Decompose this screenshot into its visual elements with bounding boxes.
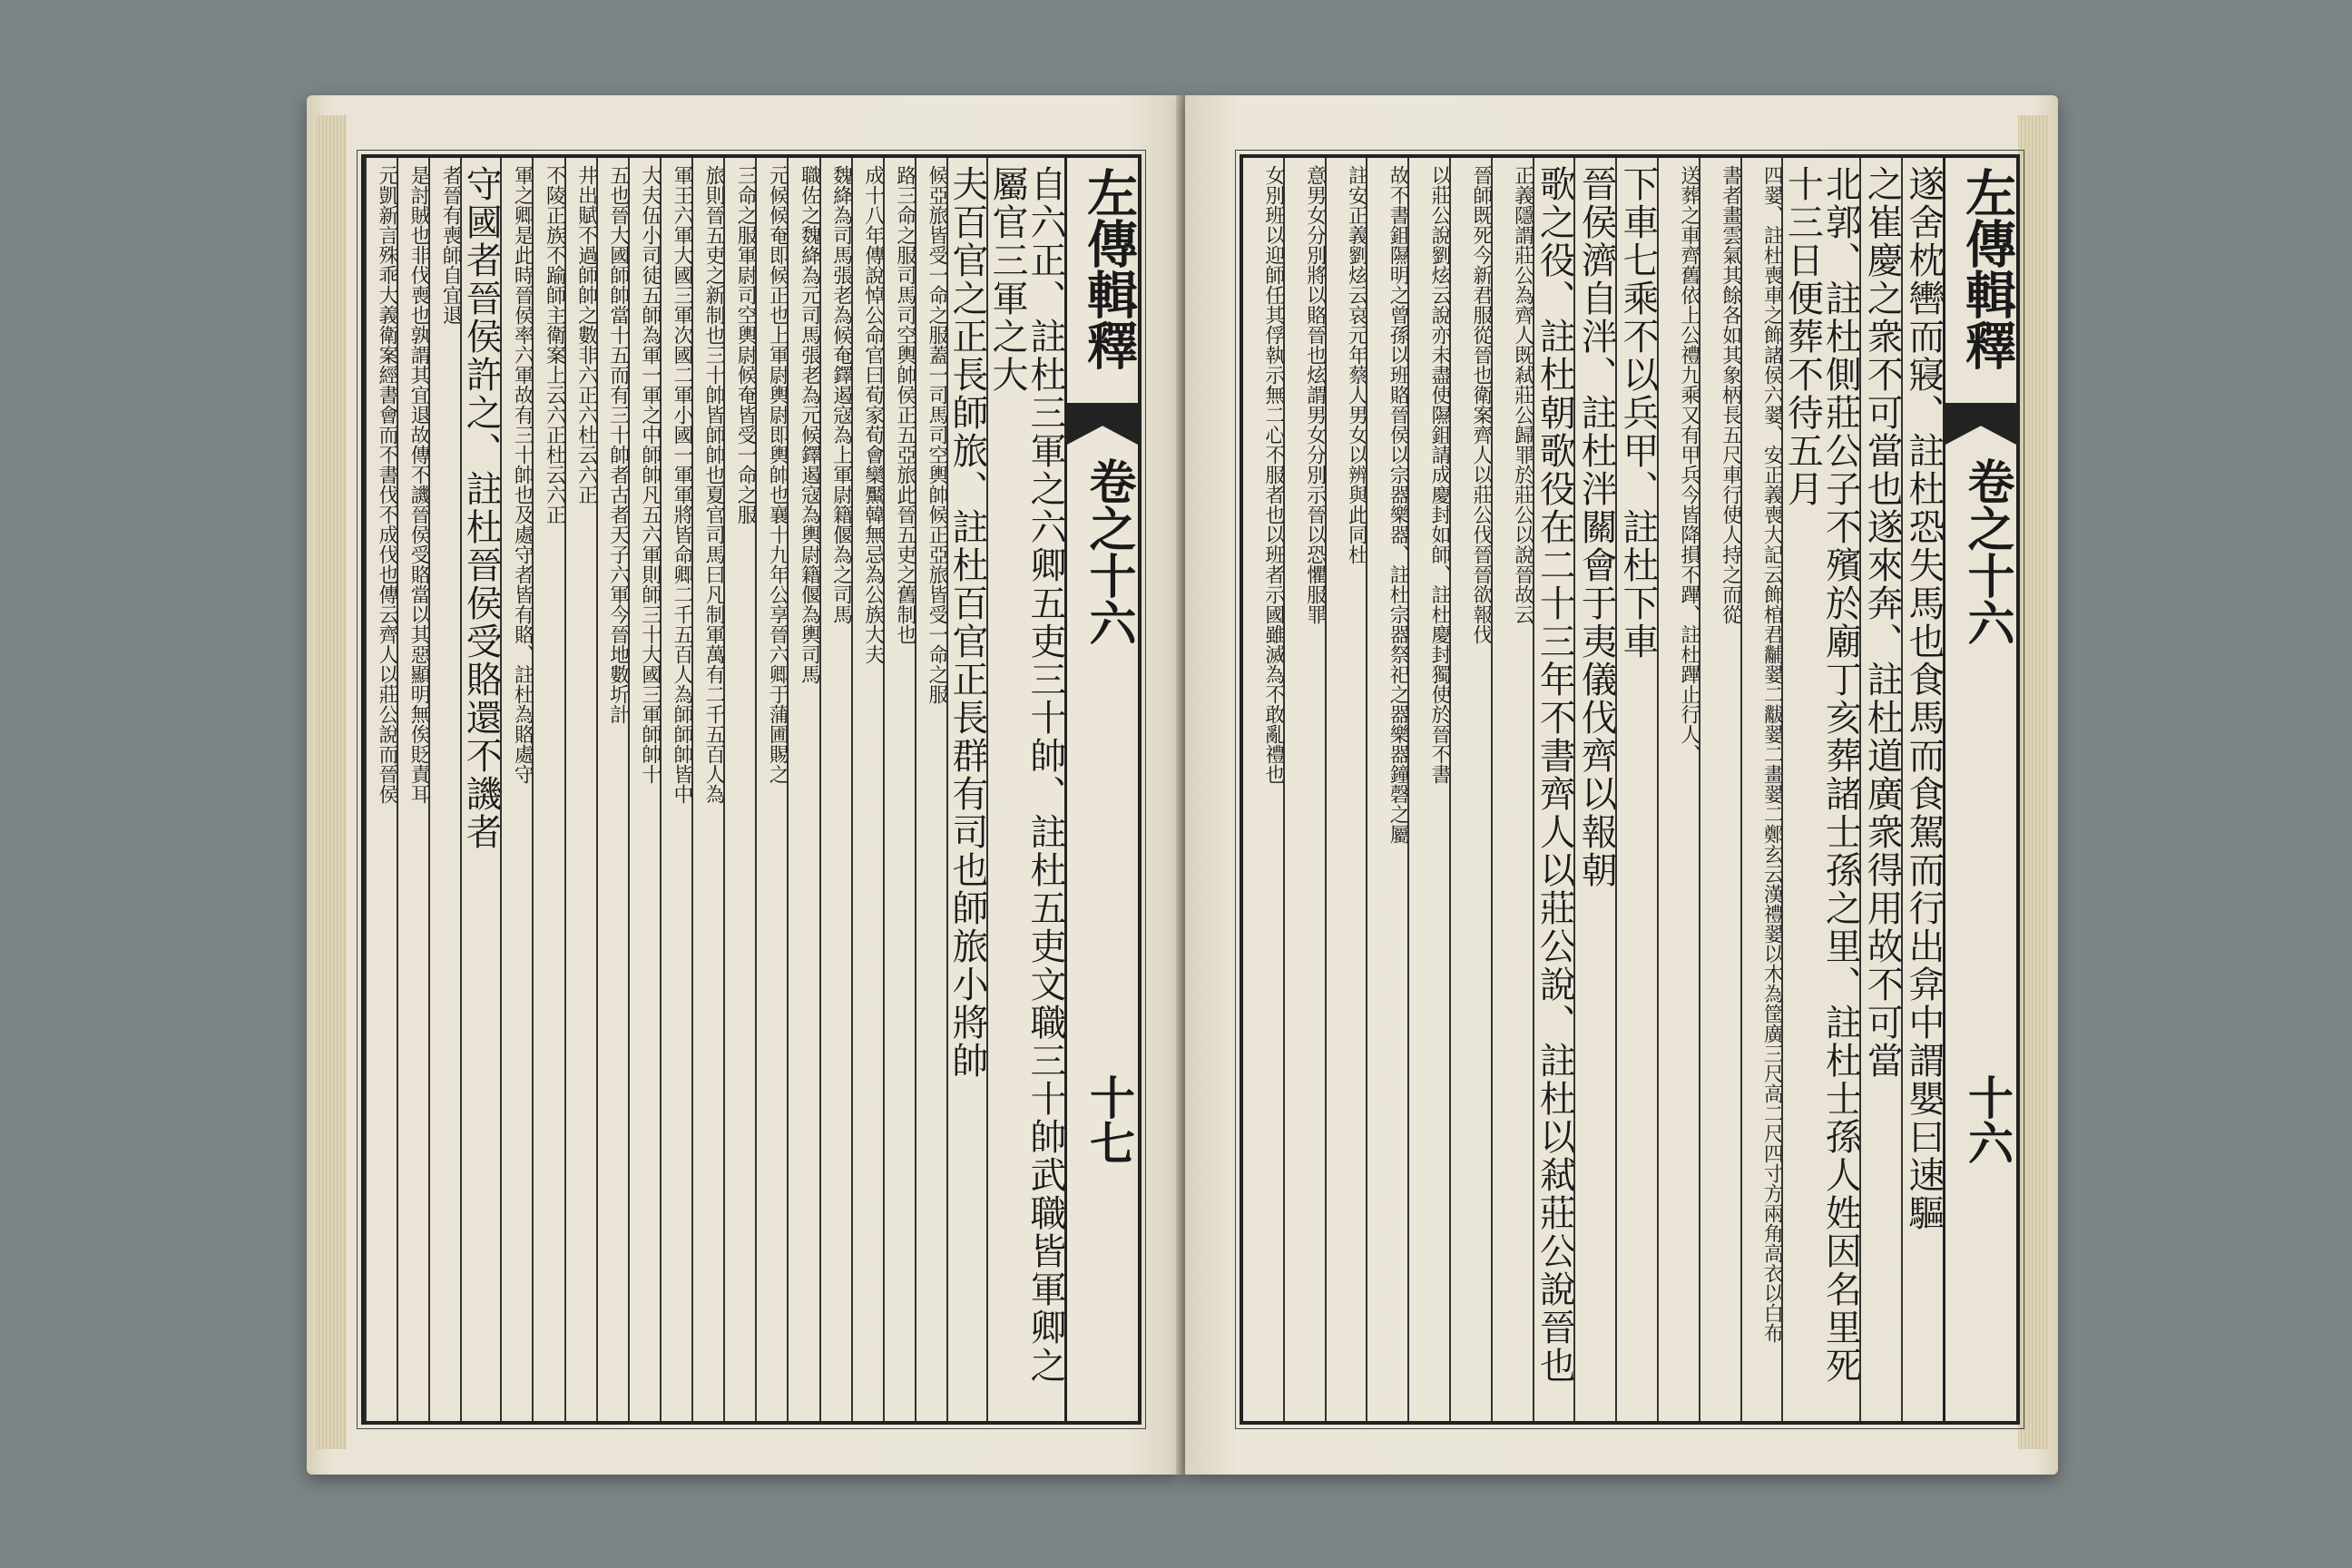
fishtail-mark <box>1067 403 1138 445</box>
text-column: 軍王六軍大國三軍次國二軍小國一軍軍將皆命卿二千五百人為師師帥皆中 <box>660 158 691 1421</box>
text-column: 不陵正族不踰師主衛案上云六正杜云六正 <box>532 158 564 1421</box>
text-column: 自六正、註杜三軍之六卿五吏三十帥、註杜五吏文職三十帥武職皆軍卿之屬官三軍之大 <box>986 158 1064 1421</box>
text-column: 魏絳為司馬張老為候奄鐸遏寇為上軍尉籍偃為之司馬 <box>819 158 851 1421</box>
text-column: 意男女分別將以賂晉也炫謂男女分別示晉以恐懼服罪 <box>1283 158 1325 1421</box>
text-column: 正義隱謂莊公為齊人既弒莊公歸罪於莊公以說晉故云 <box>1491 158 1533 1421</box>
text-column: 之崔慶之衆不可當也遂來奔、註杜道廣衆得用故不可當 <box>1859 158 1901 1421</box>
text-column: 遂舍枕轡而寢、註杜恐失馬也食馬而食駕而行出弇中謂嬰曰速驅 <box>1901 158 1943 1421</box>
text-column: 歌之役、註杜朝歌役在二十三年不書齊人以莊公說、註杜以弒莊公說晉也 <box>1533 158 1574 1421</box>
fishtail-mark <box>1945 403 2016 445</box>
text-columns-right <box>1243 158 2016 1421</box>
text-column: 以莊公說劉炫云說亦未盡使隰鉏請成慶封如師、註杜慶封獨使於晉不書 <box>1407 158 1449 1421</box>
text-column: 路三命之服司馬司空輿帥侯正五亞旅此晉五吏之舊制也 <box>883 158 915 1421</box>
folio-number: 十七 <box>1083 1074 1136 1165</box>
text-column: 職佐之魏絳為元司馬張老為元候鐸遏寇為輿尉籍偃為輿司馬 <box>787 158 818 1421</box>
page-banner <box>1064 158 1138 1421</box>
text-column: 故不書鉏隰明之曾孫以班賂晉侯以宗器樂器、註杜宗器祭祀之器樂器鐘磬之屬 <box>1366 158 1407 1421</box>
text-column: 書者畫雲氣其餘各如其象柄長五尺車行使人持之而從 <box>1699 158 1740 1421</box>
text-frame-left <box>361 154 1142 1425</box>
text-columns-left <box>365 158 1138 1421</box>
text-column: 四翣、註杜喪車之飾諸侯六翣、安正義喪大記云飾棺君黼翣二黻翣二畫翣二鄭玄云漢禮翣以木為筐廣三尺高二尺四寸方兩角高衣以白布 <box>1740 158 1782 1421</box>
book-title: 左傳輯釋 <box>1079 167 1139 370</box>
text-column: 北郭、註杜側莊公子不殯於廟丁亥葬諸士孫之里、註杜士孫人姓因名里死十三日便葬不待五月 <box>1781 158 1859 1421</box>
text-column: 大夫伍小司徒五師為軍一軍之中師帥凡五六軍則師三十大國三軍師帥十 <box>628 158 660 1421</box>
folio-number: 十六 <box>1961 1074 2014 1165</box>
text-column: 晉師既死今新君服從晉也衛案齊人以莊公伐晉晉欲報伐 <box>1449 158 1491 1421</box>
text-column: 旅則晉五吏之新制也三十帥皆師帥也夏官司馬曰凡制軍萬有二千五百人為 <box>691 158 723 1421</box>
text-column: 下車七乘不以兵甲、註杜下車 <box>1615 158 1657 1421</box>
text-column: 成十八年傳說悼公命官曰荀家荀會欒黶韓無忌為公族大夫 <box>851 158 883 1421</box>
text-column: 候亞旅皆受一命之服蓋一司馬司空輿帥候正亞旅皆受一命之服 <box>915 158 946 1421</box>
text-column: 註安正義劉炫云哀元年蔡人男女以辨與此同杜 <box>1325 158 1367 1421</box>
right-page <box>1185 95 2058 1475</box>
text-column: 五也晉大國師帥當十五而有三十帥者古者天子六軍今晉地數圻計 <box>596 158 628 1421</box>
text-column: 女別班以迎師任其俘執示無二心不服者也以班者示國雖滅為不敢亂禮也 <box>1261 165 1285 784</box>
text-column: 是討賊也非伐喪也孰謂其宜退故傳不譏晉侯受賂當以其惡顯明無俟貶責耳 <box>397 158 428 1421</box>
page-banner <box>1943 158 2016 1421</box>
left-page <box>307 95 1180 1475</box>
open-book <box>307 95 2063 1479</box>
text-column: 元凱新言殊乖大義衛案經書會而不書伐不成伐也傳云齊人以莊公說而晉侯 <box>365 158 397 1421</box>
text-column: 晉侯濟自泮、註杜泮關會于夷儀伐齊以報朝 <box>1573 158 1615 1421</box>
page-edges <box>316 115 347 1449</box>
text-column: 夫百官之正長師旅、註杜百官正長群有司也師旅小將帥 <box>946 158 986 1421</box>
text-column: 守國者晉侯許之、註杜晉侯受賂還不譏者 <box>460 158 500 1421</box>
text-column: 三命之服軍尉司空輿尉候奄皆受一命之服 <box>723 158 755 1421</box>
text-frame-right <box>1240 154 2020 1425</box>
text-column: 送葬之車齊舊依上公禮九乘又有甲兵今皆降損不蹕、註杜蹕止行人、 <box>1657 158 1699 1421</box>
text-column: 井出賦不過師帥之數非六正六杜云六正 <box>564 158 596 1421</box>
text-column: 元候候奄即候正也上軍尉輿尉即輿帥也襄十九年公享晉六卿于蒲圃賜之 <box>755 158 787 1421</box>
volume-label: 卷之十六 <box>1081 457 1136 646</box>
volume-label: 卷之十六 <box>1959 457 2014 646</box>
text-column: 者晉有喪師自宜退 <box>428 158 460 1421</box>
text-column: 軍之卿是此時晉侯率六軍故有三十帥也及處守者皆有賂、註杜為賂處守 <box>500 158 532 1421</box>
book-title: 左傳輯釋 <box>1957 167 2017 370</box>
